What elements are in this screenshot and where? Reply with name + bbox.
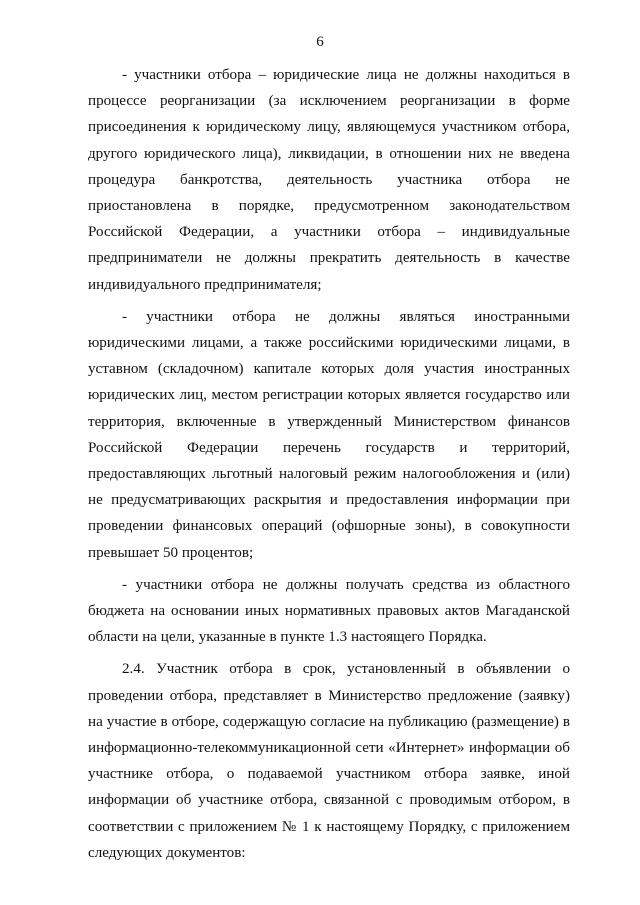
document-body (88, 62, 570, 866)
page-number: 6 (316, 34, 324, 50)
paragraph-section-2-4: 2.4. Участник отбора в срок, установленный в объявлении о проведении отбора, представляет в Министерство предложение (заявку) на участие в отборе, содержащую согласие на публикацию (размещение) в информационно-телекоммуникационной сети «Интернет» информации об участнике отбора, о подаваемой участником отбора заявке, иной информации об участнике отбора, связанной с проводимым отбором, в соответствии с приложением № 1 к настоящему Порядку, с приложением следующих документов: (88, 661, 570, 861)
paragraph-reorganization-requirement: - участники отбора – юридические лица не должны находиться в процессе реорганизации (за исключением реорганизации в форме присоединения к юридическому лицу, являющемуся участником отбора, другого юридического лица), ликвидации, в отношении них не введена процедура банкротства, деятельность участника отбора не приостановлена в порядке, предусмотренном законодательством Российской Федерации, а участники отбора – индивидуальные предприниматели не должны прекратить деятельность в качестве индивидуального предпринимателя; (88, 67, 570, 293)
paragraph-foreign-entities-requirement: - участники отбора не должны являться иностранными юридическими лицами, а также российскими юридическими лицами, в уставном (складочном) капитале которых доля участия иностранных юридических лиц, местом регистрации которых является государство или территория, включенные в утвержденный Министерством финансов Российской Федерации перечень государств и территорий, предоставляющих льготный налоговый режим налогообложения и (или) не предусматривающих раскрытия и предоставления информации при проведении финансовых операций (офшорные зоны), в совокупности превышает 50 процентов; (88, 308, 570, 561)
paragraph-regional-budget-requirement: - участники отбора не должны получать средства из областного бюджета на основании иных нормативных правовых актов Магаданской области на цели, указанные в пункте 1.3 настоящего Порядка. (88, 576, 570, 646)
